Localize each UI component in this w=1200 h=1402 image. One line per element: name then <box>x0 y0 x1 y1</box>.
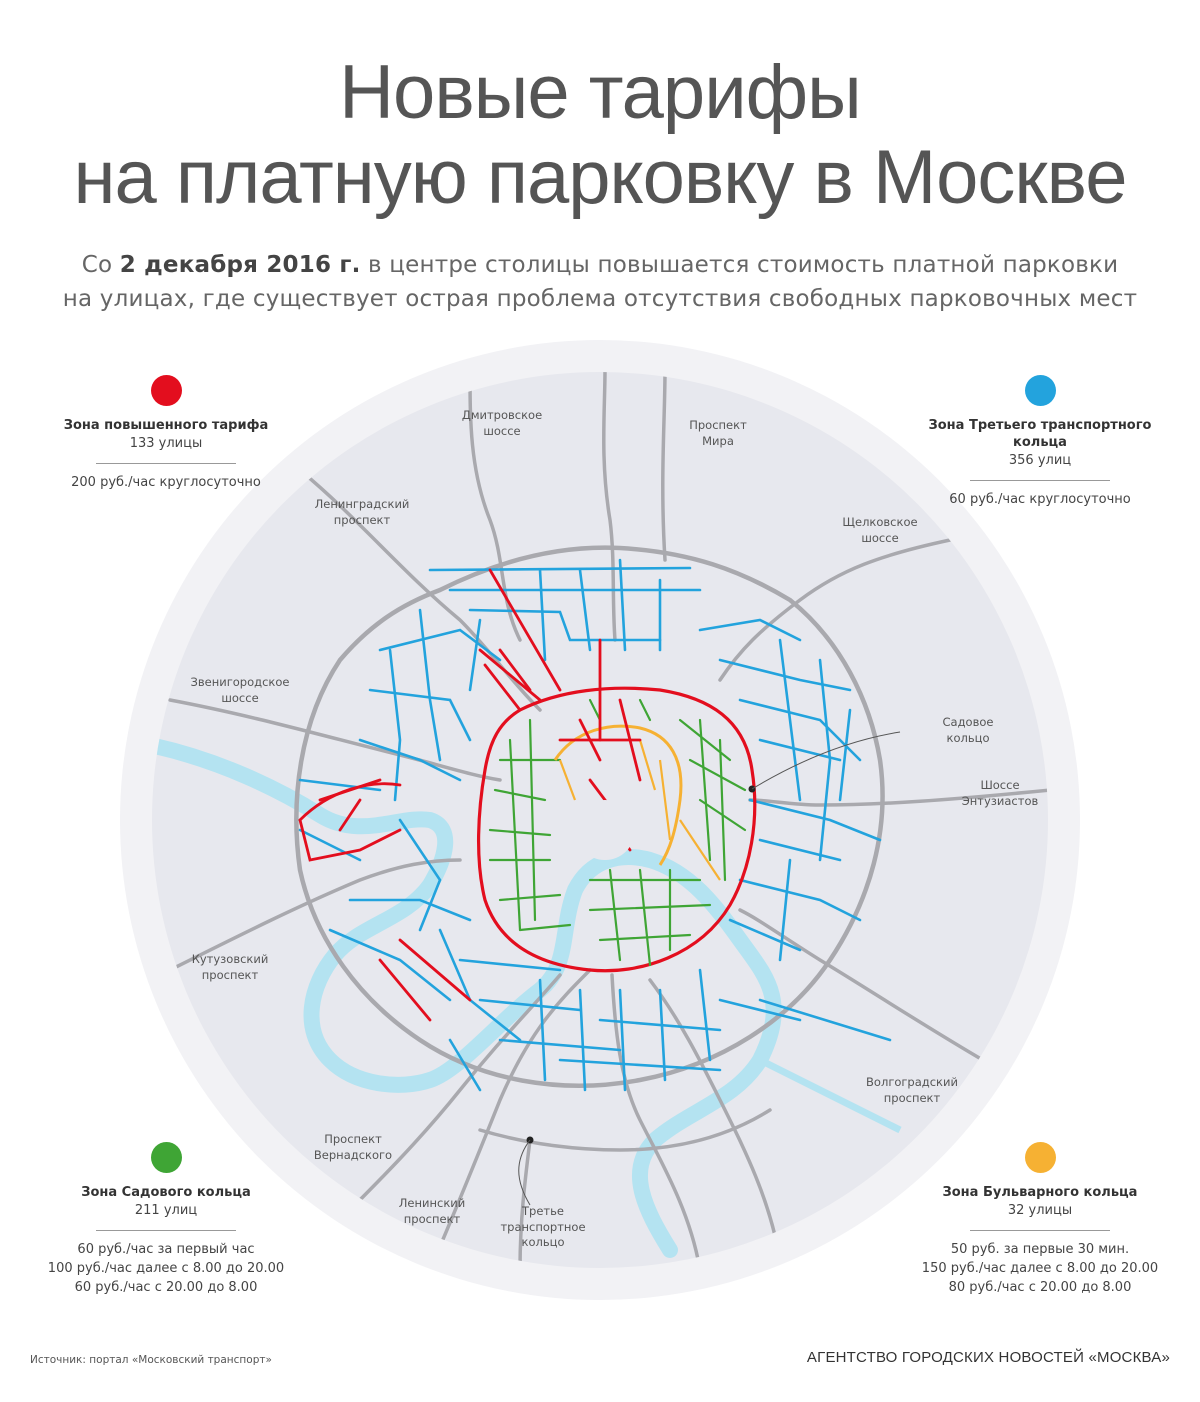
agency-credit: АГЕНТСТВО ГОРОДСКИХ НОВОСТЕЙ «МОСКВА» <box>806 1349 1170 1366</box>
zone-orange-dot-icon <box>1025 1142 1056 1173</box>
zone-count: 133 улицы <box>129 435 203 451</box>
zone-divider <box>970 480 1110 481</box>
label-volgogradsky: Волгоградский проспект <box>866 1075 958 1105</box>
zone-name: Зона Третьего транспортного кольца <box>928 418 1152 450</box>
subtitle-pre: Со <box>81 252 120 278</box>
zone-rate: 60 руб./час круглосуточно <box>949 491 1131 507</box>
zone-red-dot-icon <box>151 375 182 406</box>
zone-rate-3: 60 руб./час с 20.00 до 8.00 <box>74 1279 258 1295</box>
zone-rate-2: 100 руб./час далее с 8.00 до 20.00 <box>47 1260 285 1276</box>
label-zvenigorodskoe: Звенигородское шоссе <box>190 675 290 705</box>
zone-sadovoe <box>46 1142 286 1298</box>
page-title-line-1: Новые тарифы <box>339 50 861 135</box>
zone-rate-1: 50 руб. за первые 30 мин. <box>950 1242 1130 1258</box>
zone-rate-3: 80 руб./час с 20.00 до 8.00 <box>948 1279 1132 1295</box>
kremlin-area <box>575 800 635 860</box>
label-ttk: Третье транспортное кольцо <box>500 1204 586 1250</box>
zone-green-dot-icon <box>151 1142 182 1173</box>
label-dmitrovskoe: Дмитровское шоссе <box>461 408 543 438</box>
label-leninsky: Ленинский проспект <box>398 1196 466 1226</box>
label-leningradsky: Ленинградский проспект <box>314 497 410 527</box>
zone-high-tariff <box>46 375 286 493</box>
label-kutuzovsky: Кутузовский проспект <box>191 952 269 982</box>
label-prospekt-mira: Проспект Мира <box>689 418 747 448</box>
zone-bulvar <box>920 1142 1160 1298</box>
zone-divider <box>970 1230 1110 1231</box>
label-entuziastov: Шоссе Энтузиастов <box>961 778 1039 808</box>
source-note: Источник: портал «Московский транспорт» <box>30 1354 272 1366</box>
zone-divider <box>96 1230 236 1231</box>
label-shchelkovskoe: Щелковское шоссе <box>842 515 918 545</box>
subtitle-date: 2 декабря 2016 г. <box>119 252 361 278</box>
zone-rate: 200 руб./час круглосуточно <box>71 475 261 491</box>
subtitle-line-2: на улицах, где существует острая проблема отсутствия свободных парковочных мест <box>62 286 1138 312</box>
label-sadovoe: Садовое кольцо <box>942 715 994 745</box>
zone-divider <box>96 463 236 464</box>
subtitle-post: в центре столицы повышается стоимость платной парковки <box>360 252 1119 278</box>
zone-count: 211 улиц <box>134 1202 198 1218</box>
zone-blue-dot-icon <box>1025 375 1056 406</box>
zone-rate-2: 150 руб./час далее с 8.00 до 20.00 <box>921 1260 1159 1276</box>
zone-count: 356 улиц <box>1008 452 1072 468</box>
zone-ttk <box>920 375 1160 510</box>
zone-name: Зона Садового кольца <box>81 1185 251 1200</box>
zone-count: 32 улицы <box>1007 1202 1073 1218</box>
label-vernadskogo: Проспект Вернадского <box>313 1132 393 1162</box>
zone-name: Зона повышенного тарифа <box>63 418 269 433</box>
zone-rate-1: 60 руб./час за первый час <box>77 1242 255 1258</box>
page-title-line-2: на платную парковку в Москве <box>73 135 1127 220</box>
zone-name: Зона Бульварного кольца <box>942 1185 1138 1200</box>
